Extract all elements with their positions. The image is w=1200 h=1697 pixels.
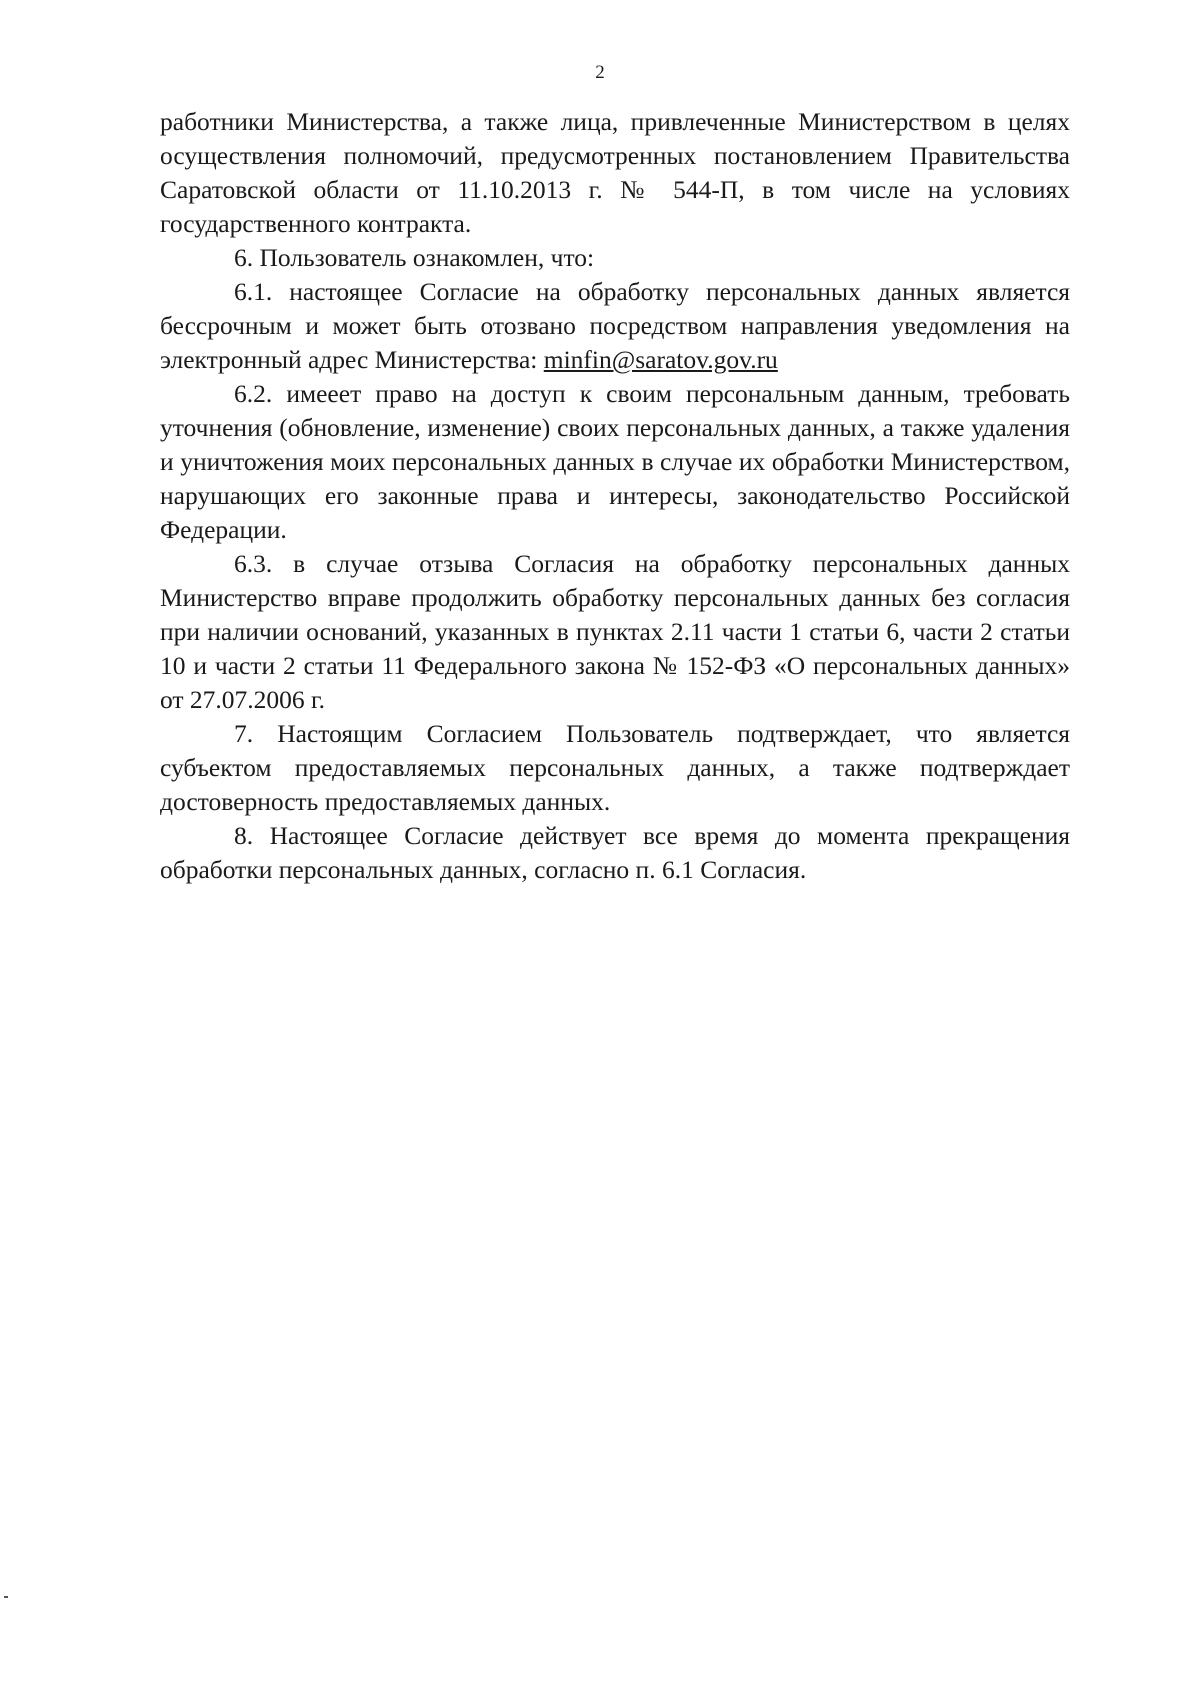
page-number: 2 — [595, 62, 605, 83]
paragraph-6-2: 6.2. имееет право на доступ к своим персональным данным, требовать уточнения (обновление, изменение) своих персональных данных, а также удаления и уничтожения моих персональных данных в случае их обработки Министерством, нарушающих его законные права и интересы, законодательство Российской Федерации. — [160, 379, 1070, 544]
paragraph-continuation: работники Министерства, а также лица, привлеченные Министерством в целях осуществления полномочий, предусмотренных постановлением Правительства Саратовской области от 11.10.2013 г. № 544-П, в том числе на условиях государственного контракта. — [160, 107, 1070, 238]
paragraph-6-1 — [160, 275, 1070, 377]
scan-margin-mark — [4, 1596, 8, 1598]
paragraph-8: 8. Настоящее Согласие действует все время до момента прекращения обработки персональных данных, согласно п. 6.1 Согласия. — [160, 821, 1070, 884]
paragraph-7: 7. Настоящим Согласием Пользователь подтверждает, что является субъектом предоставляемых персональных данных, а также подтверждает достоверность предоставляемых данных. — [160, 719, 1070, 816]
paragraph-6-3: 6.3. в случае отзыва Согласия на обработку персональных данных Министерство вправе продолжить обработку персональных данных без согласия при наличии оснований, указанных в пунктах 2.11 части 1 статьи 6, части 2 статьи 10 и части 2 статьи 11 Федерального закона № 152-ФЗ «О персональных данных» от 27.07.2006 г. — [160, 549, 1070, 714]
email-link[interactable]: minfin@saratov.gov.ru — [543, 345, 778, 374]
paragraph-6-1-text: 6.1. настоящее Согласие на обработку персональных данных является бессрочным и может быть отозвано посредством направления уведомления на электронный адрес Министерства: — [160, 277, 1070, 374]
document-body — [160, 105, 1070, 887]
paragraph-6: 6. Пользователь ознакомлен, что: — [234, 243, 595, 272]
